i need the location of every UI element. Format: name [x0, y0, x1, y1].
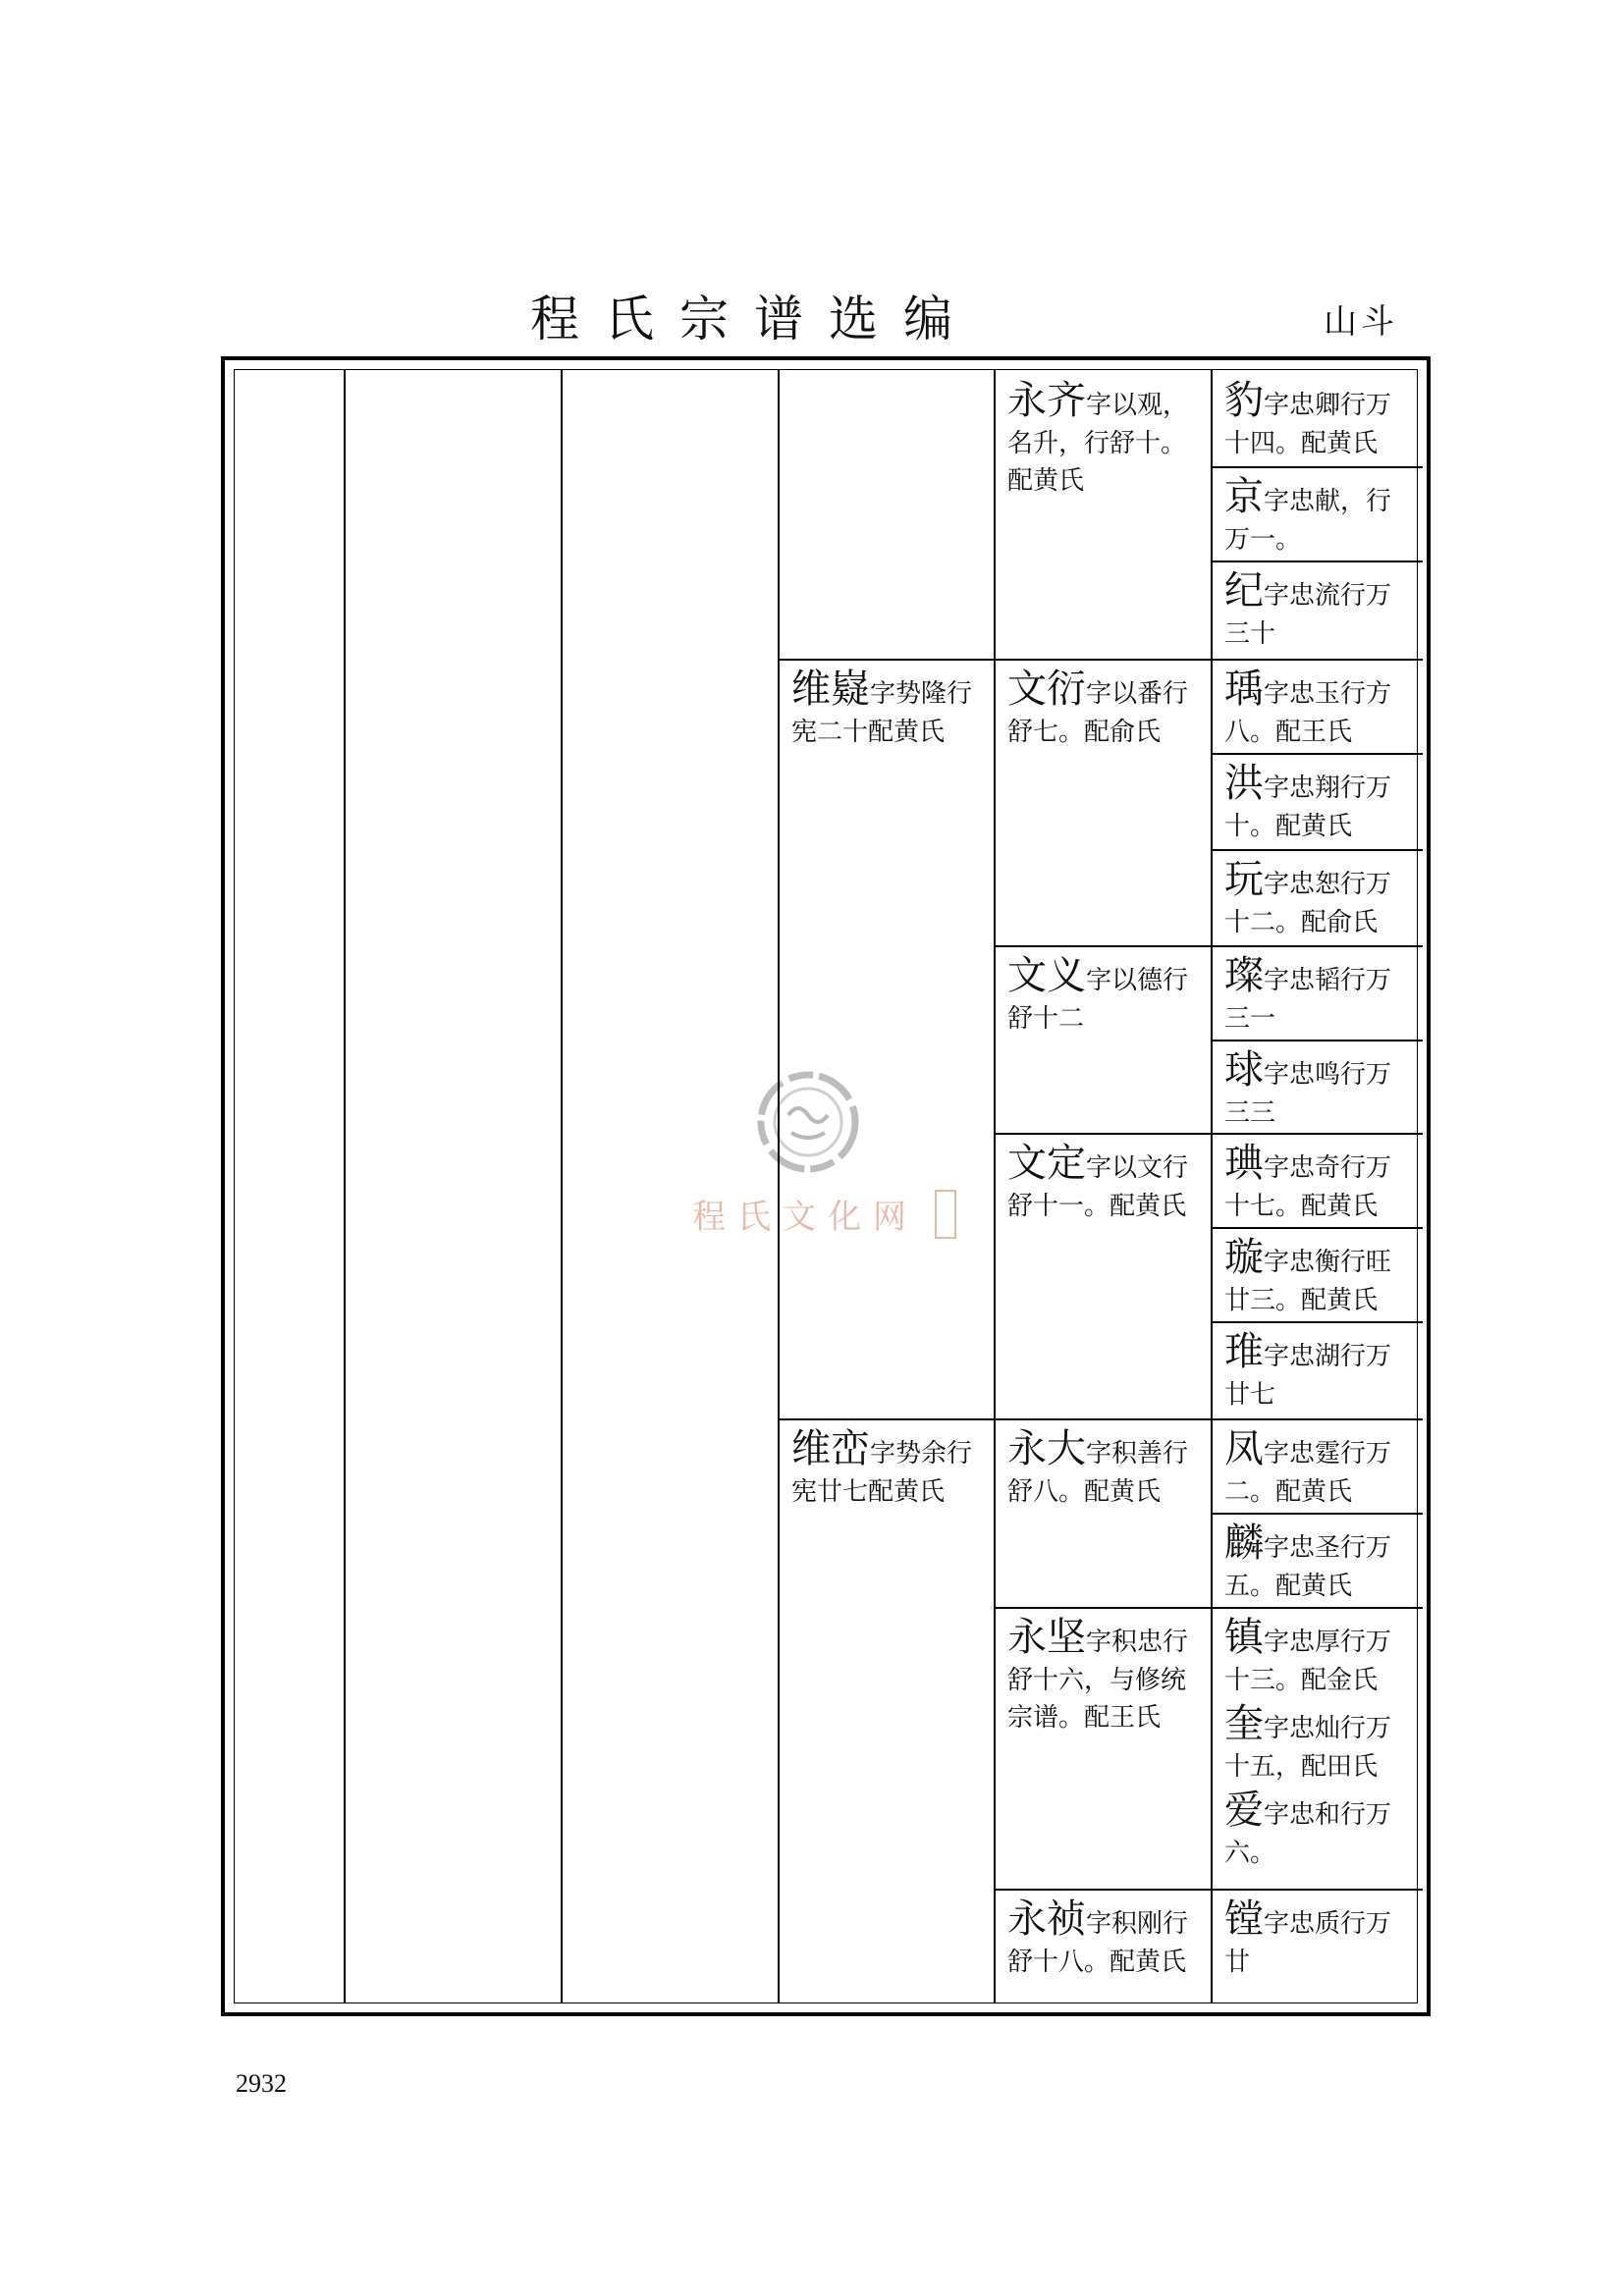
generation-cell [1213, 659, 1423, 753]
person-name: 永坚 [1007, 1615, 1086, 1660]
person-desc: 字积忠行舒十六，与修统宗谱。配王氏 [1007, 1628, 1189, 1733]
person-desc: 字忠卿行万十四。配黄氏 [1224, 391, 1392, 458]
generation-cell [996, 1133, 1210, 1418]
person-desc: 字积善行舒八。配黄氏 [1007, 1439, 1189, 1507]
person-name: 纪 [1224, 568, 1264, 614]
generation-cell [996, 370, 1210, 659]
person-desc: 字忠霆行万二。配黄氏 [1224, 1439, 1392, 1507]
person-name: 瑀 [1224, 667, 1264, 712]
person-desc: 字忠韬行万三一 [1224, 966, 1392, 1034]
person-desc: 字以文行舒十一。配黄氏 [1007, 1153, 1189, 1221]
person-name: 玩 [1224, 857, 1264, 902]
person-desc: 字以观，名升，行舒十。配黄氏 [1007, 391, 1189, 496]
genealogy-table [221, 356, 1431, 2016]
generation-cell [996, 1607, 1210, 1889]
generation-cell [1213, 1607, 1423, 1889]
person-desc: 字势隆行宪二十配黄氏 [791, 679, 973, 747]
generation-cell [1213, 1133, 1423, 1227]
page-title: 程氏宗谱选编 [530, 291, 978, 347]
person-name: 镗 [1224, 1896, 1264, 1942]
generation-cell [1213, 1513, 1423, 1607]
person-name: 文定 [1007, 1141, 1086, 1186]
person-name: 洪 [1224, 761, 1264, 806]
person-name: 凤 [1224, 1426, 1264, 1471]
person-desc: 字以番行舒七。配俞氏 [1007, 679, 1189, 747]
table-inner [234, 369, 1418, 2003]
generation-cell [1213, 1227, 1423, 1321]
generation-cell [1213, 1889, 1423, 2007]
generation-cell [996, 945, 1210, 1133]
generation-cell [1213, 370, 1423, 466]
watermark-text: 程氏文化网 [692, 1198, 918, 1237]
person-desc: 字忠献，行万一。 [1224, 487, 1392, 555]
person-desc: 字忠翔行万十。配黄氏 [1224, 774, 1392, 841]
person-name: 维峦 [791, 1426, 870, 1471]
generation-cell [996, 659, 1210, 945]
col-divider [344, 370, 346, 2002]
generation-cell [1213, 561, 1423, 659]
person-name: 永齐 [1007, 378, 1086, 423]
generation-cell [996, 1418, 1210, 1607]
person-desc: 字忠恕行万十二。配俞氏 [1224, 870, 1392, 937]
person-desc: 字忠鸣行万三三 [1224, 1060, 1392, 1128]
person-name: 文义 [1007, 953, 1086, 998]
region-label: 山斗 [1324, 302, 1398, 342]
col-divider [561, 370, 563, 2002]
person-name: 奎 [1224, 1701, 1264, 1746]
person-name: 琠 [1224, 1141, 1264, 1186]
page-number: 2932 [236, 2069, 287, 2098]
person-desc: 字忠湖行万廿七 [1224, 1342, 1392, 1410]
person-desc: 字忠奇行万十七。配黄氏 [1224, 1153, 1392, 1221]
person-name: 文衍 [1007, 667, 1086, 712]
person-name: 永祯 [1007, 1896, 1086, 1942]
person-name: 琟 [1224, 1329, 1264, 1374]
person-name: 豹 [1224, 378, 1264, 423]
generation-cell [780, 1418, 994, 2007]
person-desc: 字以德行舒十二 [1007, 966, 1189, 1034]
person-desc: 字势余行宪廿七配黄氏 [791, 1439, 973, 1507]
generation-cell [1213, 466, 1423, 561]
generation-cell [1213, 1321, 1423, 1418]
person-desc: 字忠质行万廿 [1224, 1909, 1392, 1977]
person-desc: 字忠衡行旺廿三。配黄氏 [1224, 1248, 1392, 1315]
generation-cell [1213, 945, 1423, 1040]
person-name: 京 [1224, 474, 1264, 519]
generation-cell [1213, 753, 1423, 849]
person-name: 维嶷 [791, 667, 870, 712]
person-name: 球 [1224, 1047, 1264, 1093]
person-name: 永大 [1007, 1426, 1086, 1471]
person-desc: 字忠流行万三十 [1224, 581, 1392, 649]
person-name: 璇 [1224, 1235, 1264, 1280]
generation-cell [1213, 1040, 1423, 1133]
person-desc: 字忠灿行万十五，配田氏 [1224, 1714, 1392, 1782]
person-desc: 字忠玉行方八。配王氏 [1224, 679, 1392, 747]
person-name: 璨 [1224, 953, 1264, 998]
generation-cell [1213, 849, 1423, 945]
generation-cell [780, 659, 994, 1418]
person-desc: 字忠厚行万十三。配金氏 [1224, 1628, 1392, 1695]
person-desc: 字忠圣行万五。配黄氏 [1224, 1533, 1392, 1601]
generation-cell [996, 1889, 1210, 2007]
generation-cell [1213, 1418, 1423, 1513]
person-name: 爱 [1224, 1788, 1264, 1833]
person-desc: 字忠和行万六。 [1224, 1800, 1392, 1868]
person-desc: 字积刚行舒十八。配黄氏 [1007, 1909, 1189, 1977]
person-name: 镇 [1224, 1615, 1264, 1660]
person-name: 麟 [1224, 1521, 1264, 1566]
